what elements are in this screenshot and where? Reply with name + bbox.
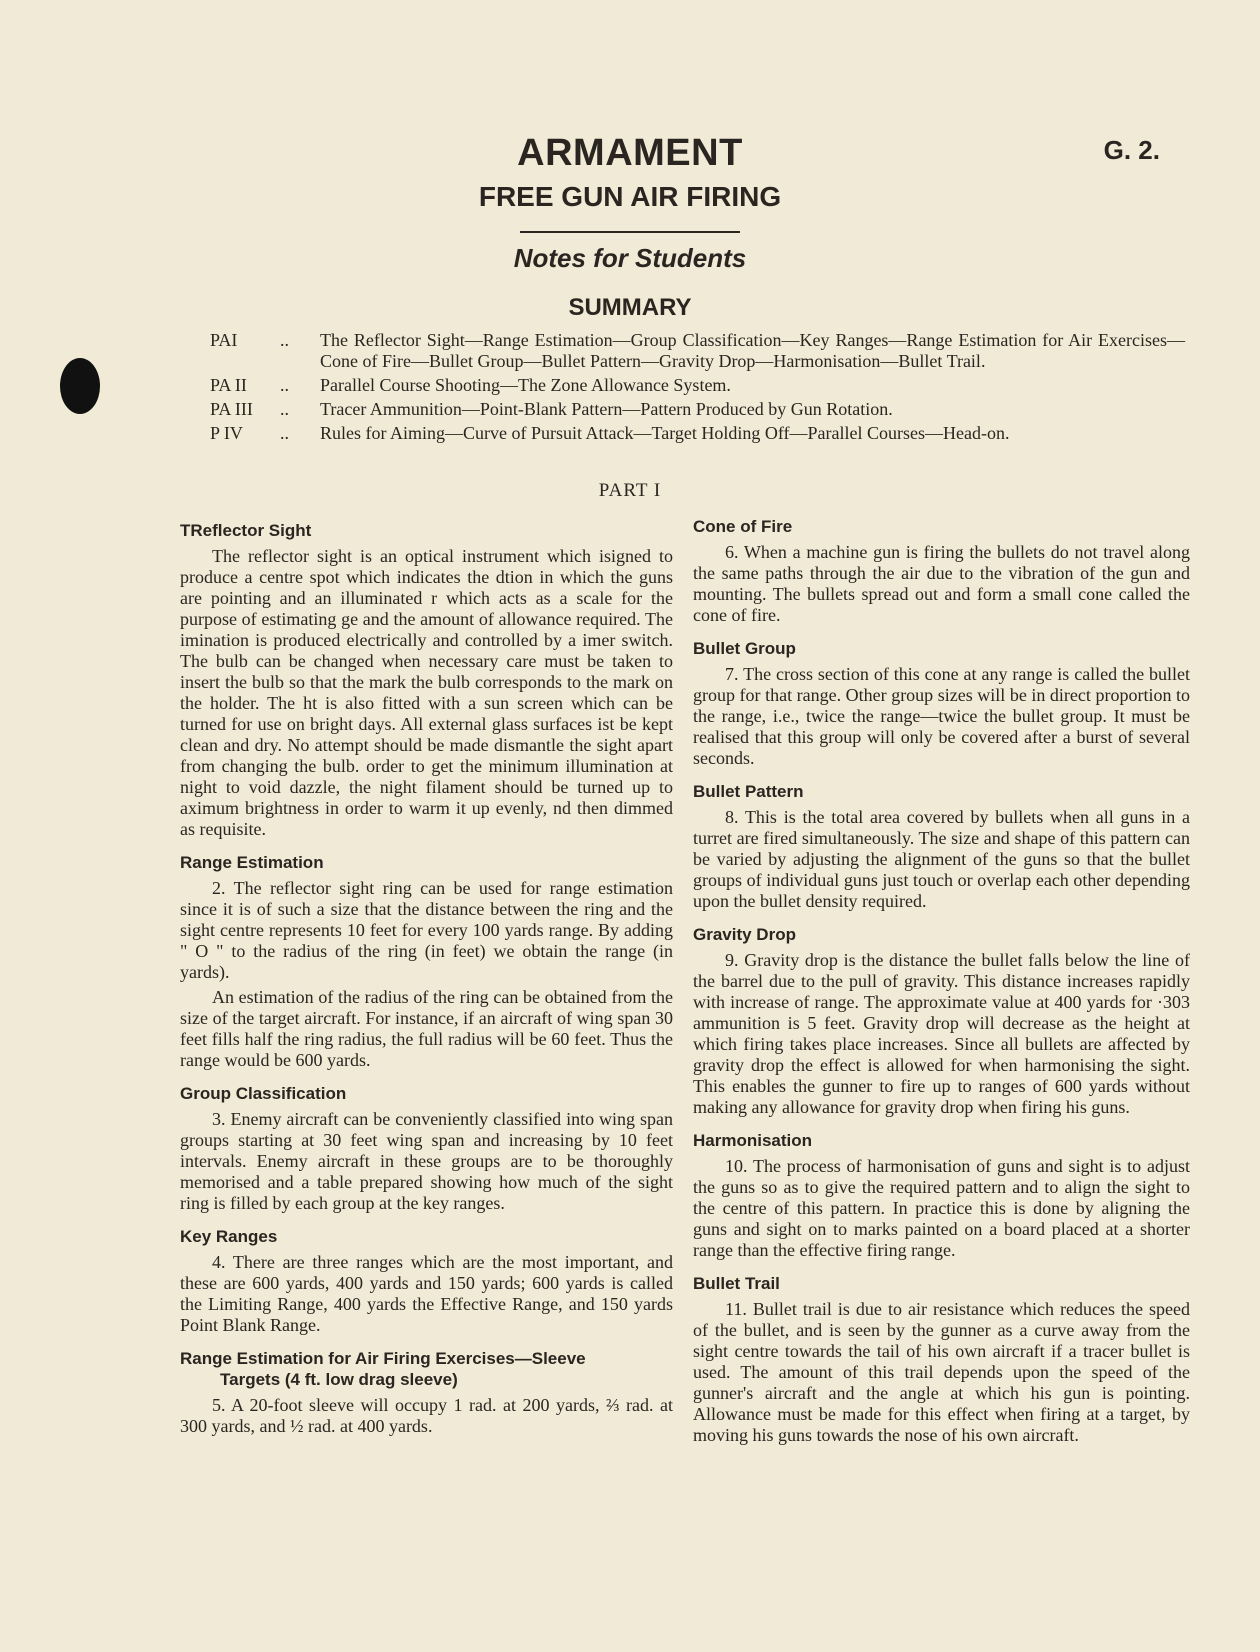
section-heading: Cone of Fire xyxy=(693,517,793,536)
right-column xyxy=(693,516,1190,1458)
section-heading: Group Classification xyxy=(180,1084,347,1103)
section-paragraph: 2. The reflector sight ring can be used for range estimation since it is of such a size that the distance between the ring and the sight centre represents 10 feet for every 100 yards range. By adding " O " to the radius of the ring (in feet) we obtain the range (in yards). xyxy=(180,878,673,982)
section-heading-line1: Range Estimation for Air Firing Exercises—Sleeve xyxy=(180,1349,586,1368)
section-paragraph: 11. Bullet trail is due to air resistance which reduces the speed of the bullet, and is seen by the gunner as a curve away from the sight centre towards the tail of his own aircraft if a tracer bullet is used. The amount of this trail depends upon the speed of the gunner's aircraft and the angle at which his gun is pointing. Allowance must be made for this effect when firing at a target, by moving his guns towards the nose of his own aircraft. xyxy=(693,1299,1190,1445)
summary-dots: .. xyxy=(280,375,289,395)
section-paragraph: 10. The process of harmonisation of guns and sight is to adjust the guns so as to give the required pattern and to align the sight to the centre of this pattern. In practice this is done by aligning the guns and sight on to marks painted on a board placed at a shorter range than the effective firing range. xyxy=(693,1156,1190,1260)
punch-hole xyxy=(60,358,100,414)
section-heading: Bullet Pattern xyxy=(693,782,804,801)
summary-dots: .. xyxy=(280,330,289,350)
section-heading: Key Ranges xyxy=(180,1227,278,1246)
section-paragraph: The reflector sight is an optical instrument which isigned to produce a centre spot which indicates the dtion in which the guns are pointing and an illuminated r which acts as a scale for the purpose of estimating ge and the amount of allowance required. The imination is produced electrically and controlled by a imer switch. The bulb can be changed when necessary care must be taken to insert the bulb so that the mark the bulb corresponds to the mark on the holder. The ht is also fitted with a sun screen which can be turned for use on bright days. All external glass surfaces ist be kept clean and dry. No attempt should be made dismantle the sight apart from changing the bulb. order to get the minimum illumination at night to void dazzle, the night filament should be turned up to aximum brightness in order to warm it up evenly, nd then dimmed as requisite. xyxy=(180,546,673,839)
notes-heading: Notes for Students xyxy=(513,243,747,273)
summary-part-label: PAI xyxy=(210,330,238,350)
section-heading: Range Estimation xyxy=(180,853,324,872)
summary-row xyxy=(210,330,1185,372)
section-heading: Bullet Group xyxy=(693,639,796,658)
summary-row xyxy=(210,423,1185,444)
page-code: G. 2. xyxy=(1103,135,1160,165)
document-title: ARMAMENT xyxy=(517,132,743,174)
summary-text: Rules for Aiming—Curve of Pursuit Attack—Target Holding Off—Parallel Courses—Head-on. xyxy=(320,423,1010,443)
section-heading xyxy=(180,1348,673,1390)
section-paragraph: 5. A 20-foot sleeve will occupy 1 rad. at 200 yards, ⅔ rad. at 300 yards, and ½ rad. at 400 yards. xyxy=(180,1395,673,1436)
summary-part-label: PA II xyxy=(210,375,247,395)
summary-part-label: P IV xyxy=(210,423,243,443)
summary-list xyxy=(210,330,1185,447)
section-paragraph: 7. The cross section of this cone at any range is called the bullet group for that range. Other group sizes will be in direct proportion to the range, i.e., twice the range—twice the bullet group. It must be realised that this group will only be covered after a burst of several seconds. xyxy=(693,664,1190,768)
summary-row xyxy=(210,399,1185,420)
document-subtitle: FREE GUN AIR FIRING xyxy=(478,181,782,212)
summary-dots: .. xyxy=(280,423,289,443)
summary-text: The Reflector Sight—Range Estimation—Group Classification—Key Ranges—Range Estimation for Air Exercises—Cone of Fire—Bullet Group—Bullet Pattern—Gravity Drop—Harmonisation—Bullet Trail. xyxy=(320,330,1185,371)
summary-text: Tracer Ammunition—Point-Blank Pattern—Pattern Produced by Gun Rotation. xyxy=(320,399,893,419)
section-paragraph: 6. When a machine gun is firing the bullets do not travel along the same paths through the air due to the vibration of the gun and mounting. The bullets spread out and form a small cone called the cone of fire. xyxy=(693,542,1190,625)
summary-text: Parallel Course Shooting—The Zone Allowance System. xyxy=(320,375,731,395)
section-heading: Harmonisation xyxy=(693,1131,813,1150)
summary-heading: SUMMARY xyxy=(568,294,692,321)
section-paragraph: 9. Gravity drop is the distance the bullet falls below the line of the barrel due to the pull of gravity. This distance increases rapidly with increase of range. The approximate value at 400 yards for ·303 ammunition is 5 feet. Gravity drop will decrease as the height at which firing takes place increases. Since all bullets are affected by gravity drop the effect is allowed for when harmonising the sight. This enables the gunner to fire up to ranges of 600 yards without making any allowance for gravity drop when firing his guns. xyxy=(693,950,1190,1117)
section-paragraph: 8. This is the total area covered by bullets when all guns in a turret are fired simultaneously. The size and shape of this pattern can be varied by adjusting the alignment of the guns so that the bullet groups of individual guns just touch or overlap each other depending upon the bullet density required. xyxy=(693,807,1190,911)
section-heading: TReflector Sight xyxy=(180,521,312,540)
section-heading: Bullet Trail xyxy=(693,1274,780,1293)
section-heading-line2: Targets (4 ft. low drag sleeve) xyxy=(220,1370,458,1389)
left-column xyxy=(180,520,673,1449)
summary-row xyxy=(210,375,1185,396)
document-header xyxy=(0,132,1260,322)
section-paragraph: 4. There are three ranges which are the most important, and these are 600 yards, 400 yards and 150 yards; 600 yards is called the Limiting Range, 400 yards the Effective Range, and 150 yards Point Blank Range. xyxy=(180,1252,673,1335)
section-paragraph: An estimation of the radius of the ring can be obtained from the size of the target aircraft. For instance, if an aircraft of wing span 30 feet fills half the ring radius, the full radius will be 60 feet. Thus the range would be 600 yards. xyxy=(180,987,673,1070)
part-title: PART I xyxy=(598,480,662,501)
title-divider xyxy=(520,231,740,233)
summary-dots: .. xyxy=(280,399,289,419)
section-heading: Gravity Drop xyxy=(693,925,796,944)
section-paragraph: 3. Enemy aircraft can be conveniently classified into wing span groups starting at 30 feet wing span and increasing by 10 feet intervals. Enemy aircraft in these groups are to be thoroughly memorised and a table prepared showing how much of the sight ring is filled by each group at the key ranges. xyxy=(180,1109,673,1213)
summary-part-label: PA III xyxy=(210,399,253,419)
